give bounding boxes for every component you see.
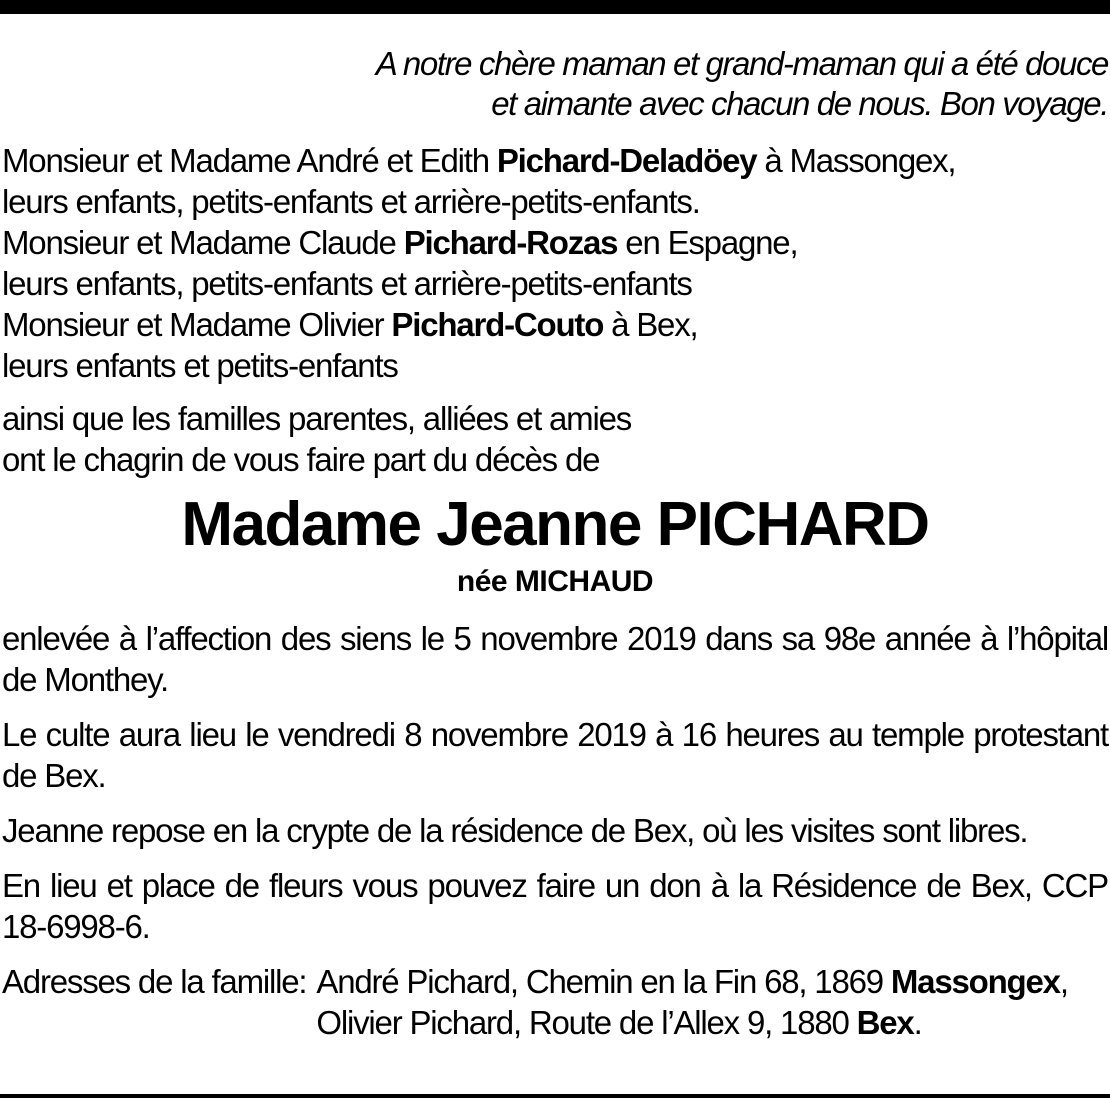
family-prefix: Monsieur et Madame André et Edith xyxy=(2,142,497,179)
family-location: à Massongex, xyxy=(756,142,956,179)
address-place: Bex xyxy=(856,1004,914,1041)
intro-line: ont le chagrin de vous faire part du décès de xyxy=(2,441,600,478)
deceased-name: Madame Jeanne PICHARD xyxy=(181,490,929,559)
family-line xyxy=(2,140,1108,181)
address-line xyxy=(316,1002,1108,1043)
address-line xyxy=(316,961,1108,1002)
family-name: Pichard-Deladöey xyxy=(496,142,757,179)
dedication-line: A notre chère maman et grand-maman qui a été douce xyxy=(375,45,1108,82)
addresses-list xyxy=(316,961,1108,1043)
dedication-line: et aimante avec chacun de nous. Bon voyage. xyxy=(491,85,1108,122)
notice-body xyxy=(2,44,1108,1043)
visitation-details: Jeanne repose en la crypte de la résidence de Bex, où les visites sont libres. xyxy=(2,812,1028,849)
address-text: Olivier Pichard, Route de l’Allex 9, 1880 xyxy=(316,1004,857,1041)
family-line xyxy=(2,222,1108,263)
addresses-label: Adresses de la famille: xyxy=(2,963,307,1000)
deceased-birth-name: née MICHAUD xyxy=(456,565,654,598)
family-addresses xyxy=(2,961,1108,1043)
family-descendants: leurs enfants, petits-enfants et arrière-petits-enfants xyxy=(2,265,692,302)
intro-line: ainsi que les familles parentes, alliées et amies xyxy=(2,400,632,437)
family-prefix: Monsieur et Madame Claude xyxy=(2,224,404,261)
address-place: Massongex xyxy=(890,963,1060,1000)
family-prefix: Monsieur et Madame Olivier xyxy=(2,306,392,343)
family-list xyxy=(2,140,1108,386)
family-line xyxy=(2,304,1108,345)
announcement-intro xyxy=(2,398,1108,480)
top-rule xyxy=(0,0,1110,14)
address-text: André Pichard, Chemin en la Fin 68, 1869 xyxy=(316,963,891,1000)
death-details: enlevée à l’affection des siens le 5 novembre 2019 dans sa 98e année à l’hôpital de Monthey. xyxy=(2,620,1108,698)
dedication xyxy=(2,44,1108,124)
donation-details: En lieu et place de fleurs vous pouvez faire un don à la Résidence de Bex, CCP 18-6998-6. xyxy=(2,867,1108,945)
family-location: en Espagne, xyxy=(617,224,798,261)
family-name: Pichard-Rozas xyxy=(403,224,618,261)
family-descendants: leurs enfants, petits-enfants et arrière-petits-enfants. xyxy=(2,183,700,220)
family-name: Pichard-Couto xyxy=(391,306,604,343)
service-details: Le culte aura lieu le vendredi 8 novembre 2019 à 16 heures au temple protestant de Bex. xyxy=(2,716,1108,794)
family-location: à Bex, xyxy=(603,306,698,343)
address-punct: , xyxy=(1059,963,1068,1000)
family-descendants: leurs enfants et petits-enfants xyxy=(2,347,398,384)
bottom-rule xyxy=(0,1094,1110,1098)
address-punct: . xyxy=(913,1004,922,1041)
